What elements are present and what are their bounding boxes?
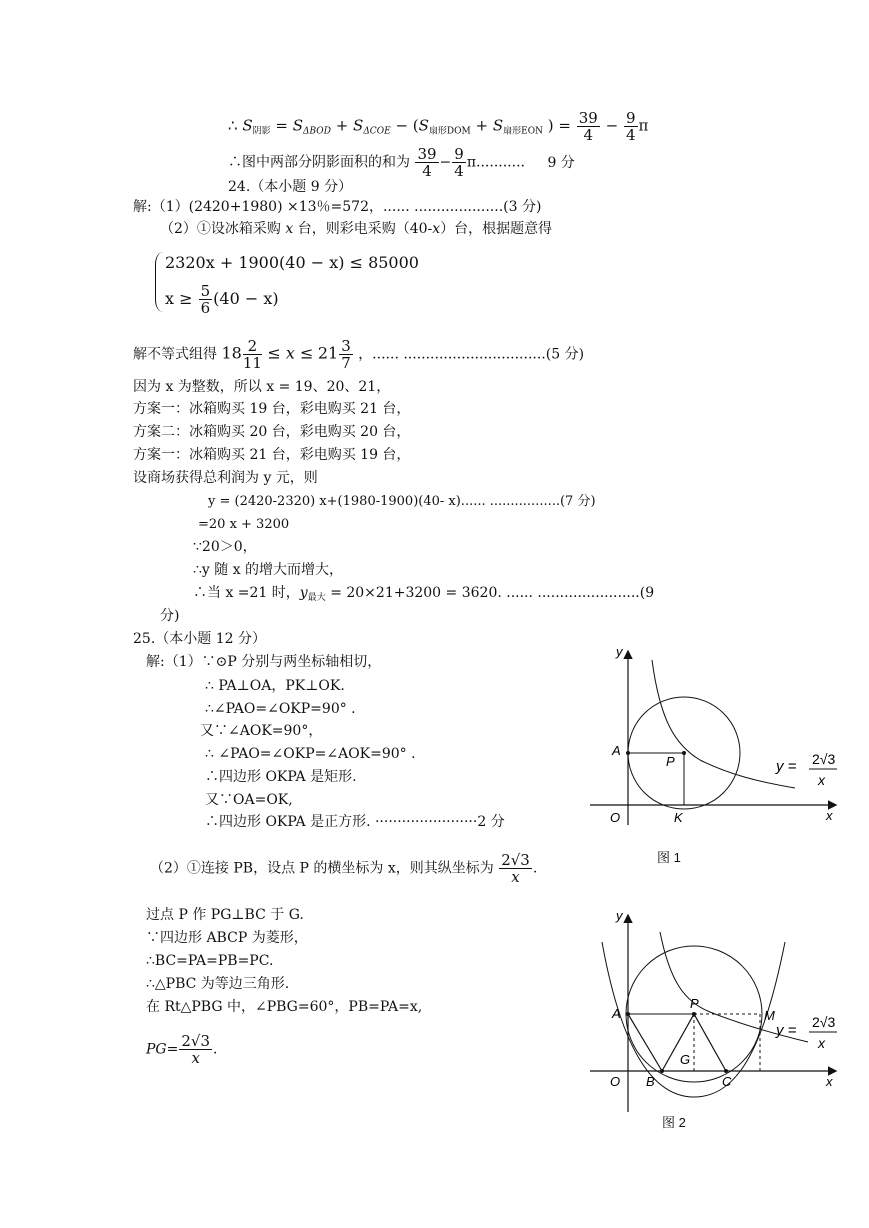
q25-line-rhombus: ∵四边形 ABCP 为菱形，: [146, 930, 308, 946]
q25-line-pg-value: PG= $\frac{2√3}{x}$ .: [146, 1032, 218, 1067]
shaded-sum-line: ∴图中两部分阴影面积的和为 $\frac{39}{4}$ − $\frac{9}{4}$ π........... 9 分: [228, 145, 575, 180]
max-profit-line: ∴当 x =21 时，$y_{最大} = 20\times 21+3200 = 3620$. ...... .......................(9: [193, 585, 655, 603]
label-y: y: [616, 644, 623, 659]
integer-values: 因为 x 为整数，所以 x = 19、20、21，: [133, 379, 391, 395]
inequality-1: 2320x + 1900(40 − x) ≤ 85000: [165, 253, 419, 272]
figure-2-caption: 图 2: [662, 1115, 686, 1130]
plan-1: 方案一：冰箱购买 19 台，彩电购买 21 台，: [133, 401, 411, 417]
label-o: O: [610, 810, 621, 825]
solve-inequality-line: 解不等式组得 18 $\frac{2}{11}$ ≤ x ≤ 21 $\frac{3}{7}$ ，...... ................................(5 分): [133, 337, 585, 372]
monotonic-note: ∴y 随 x 的增大而增大，: [193, 562, 344, 578]
label-c: C: [722, 1074, 732, 1089]
q25-line-3: ∴∠PAO=∠OKP=90° .: [205, 701, 356, 717]
q24-part1: 解:（1）(2420+1980) ×13％=572，...... ....................(3 分): [133, 199, 542, 215]
profit-setup: 设商场获得总利润为 y 元，则: [133, 470, 318, 486]
eq-num: 2√3: [812, 1014, 836, 1030]
label-m: M: [764, 1008, 775, 1023]
q25-line-equilateral: ∴△PBC 为等边三角形.: [146, 976, 290, 992]
q25-line-8: ∴四边形 OKPA 是正方形. ·······················2 分: [205, 814, 505, 830]
q25-line-1: 解:（1）∵⊙P 分别与两坐标轴相切，: [146, 654, 382, 670]
label-k: K: [674, 810, 683, 825]
label-o: O: [610, 1074, 621, 1089]
label-x: x: [826, 808, 833, 823]
profit-equation: y = (2420-2320) x+(1980-1900)(40- x)...... .................(7 分): [208, 494, 596, 509]
eq-den: x: [818, 1035, 825, 1051]
eq-den: x: [818, 772, 825, 788]
label-b: B: [646, 1074, 655, 1089]
slope-positive: ∵20＞0，: [193, 539, 257, 555]
question-24-heading: 24.（本小题 9 分）: [228, 179, 353, 195]
eq-num: 2√3: [812, 751, 836, 767]
eq-y: y =: [776, 758, 797, 775]
q25-line-pg: 过点 P 作 PG⊥BC 于 G.: [146, 907, 304, 923]
q25-line-6: ∴四边形 OKPA 是矩形.: [205, 769, 357, 785]
profit-simplified: =20 x + 3200: [198, 517, 290, 532]
q25-line-2: ∴ PA⊥OA，PK⊥OK.: [205, 678, 345, 694]
fraction-9-4: $\frac{9}{4}$: [625, 109, 636, 144]
plan-3: 方案一：冰箱购买 21 台，彩电购买 19 台，: [133, 447, 411, 463]
q25-line-equal: ∴BC=PA=PB=PC.: [146, 953, 274, 969]
segment-pc: [694, 1014, 726, 1071]
label-y: y: [616, 908, 623, 923]
parabola: [602, 942, 785, 1097]
label-x: x: [826, 1074, 833, 1089]
label-a: A: [612, 1006, 621, 1021]
area-formula-line: ∴ $S_{阴影} = S_{\Delta BOD} + S_{\Delta COE} - (S_{扇形DOM} + S_{扇形EON}$ ) = $\frac{39}{4}$ − $\frac{9}{4}$ π: [228, 109, 649, 144]
figure-1-caption: 图 1: [657, 850, 681, 865]
label-p: P: [690, 996, 699, 1011]
question-25-heading: 25.（本小题 12 分）: [133, 631, 266, 647]
figure-1: [580, 640, 850, 830]
q25-line-4: 又∵∠AOK=90°，: [200, 723, 323, 739]
score-9-tail: 分): [160, 608, 180, 624]
q25-line-7: 又∵OA=OK,: [205, 792, 293, 808]
figure-2: [580, 902, 850, 1117]
q24-part2-intro: （2）①设冰箱采购 x 台，则彩电采购（40-x）台，根据题意得: [160, 221, 553, 237]
eq-y: y =: [776, 1022, 797, 1039]
q25-part2-intro: （2）①连接 PB，设点 P 的横坐标为 x，则其纵坐标为 $\frac{2√3}{x}$ .: [150, 851, 538, 886]
segment-ab: [628, 1014, 662, 1071]
inequality-2: x ≥ $\frac{5}{6}$ (40 − x): [165, 282, 279, 317]
q25-line-rt: 在 Rt△PBG 中，∠PBG=60°，PB=PA=x,: [146, 999, 423, 1015]
label-a: A: [612, 743, 621, 758]
fraction-39-4: $\frac{39}{4}$: [578, 109, 598, 144]
plan-2: 方案二：冰箱购买 20 台，彩电购买 20 台，: [133, 424, 411, 440]
q25-line-5: ∴ ∠PAO=∠OKP=∠AOK=90° .: [205, 746, 416, 762]
label-g: G: [680, 1052, 691, 1067]
label-p: P: [666, 754, 675, 769]
system-brace: [155, 252, 164, 312]
